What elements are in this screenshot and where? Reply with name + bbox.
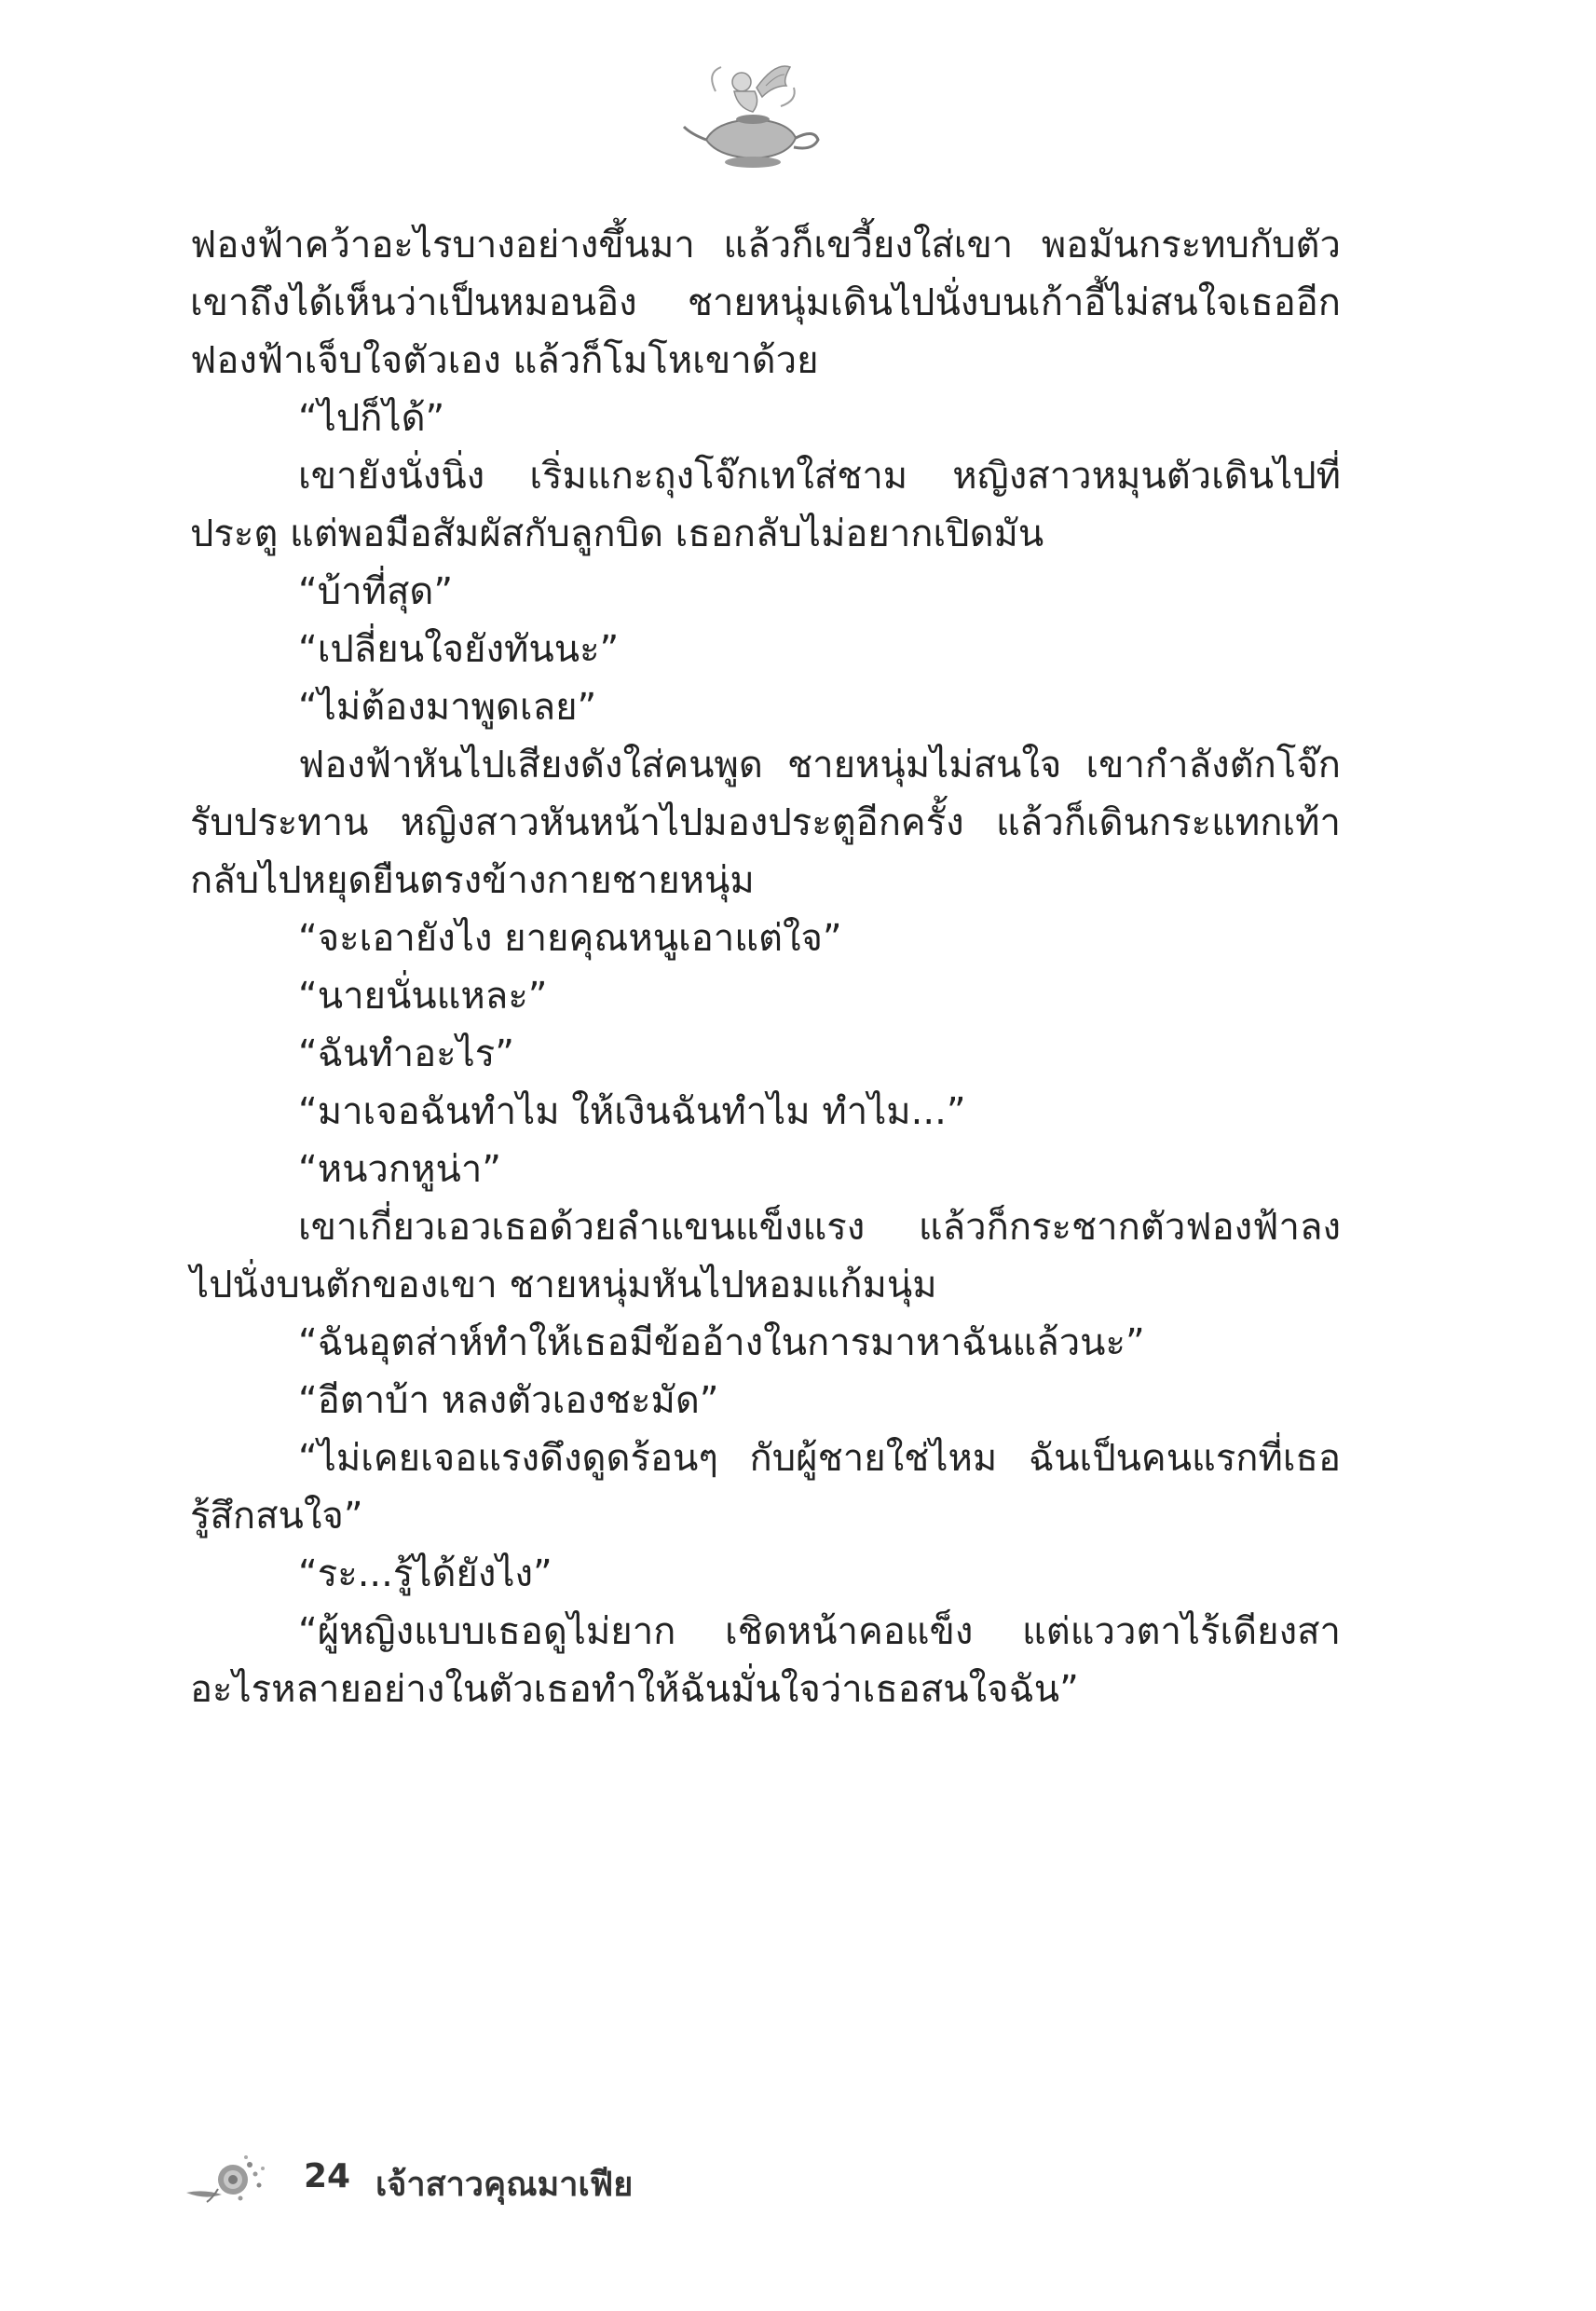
paragraph: “นายนั่นแหละ” — [298, 975, 548, 1018]
paragraph: ฟองฟ้าหันไปเสียงดังใส่คนพูด ชายหนุ่มไม่สนใจ เขากำลังตักโจ๊กรับประทาน หญิงสาวหันหน้าไปมองประตูอีกครั้ง แล้วก็เดินกระแทกเท้ากลับไปหยุดยืนตรงข้างกายชายหนุ่ม — [190, 744, 1341, 902]
paragraph: “บ้าที่สุด” — [298, 570, 454, 613]
paragraph: เขาเกี่ยวเอวเธอด้วยลำแขนแข็งแรง แล้วก็กระชากตัวฟองฟ้าลงไปนั่งบนตักของเขา ชายหนุ่มหันไปหอมแก้มนุ่ม — [190, 1206, 1341, 1306]
paragraph: “จะเอายังไง ยายคุณหนูเอาแต่ใจ” — [298, 917, 842, 960]
paragraph: “อีตาบ้า หลงตัวเองชะมัด” — [298, 1379, 719, 1422]
paragraph: “ระ...รู้ได้ยังไง” — [298, 1552, 552, 1595]
paragraph: “ไม่เคยเจอแรงดึงดูดร้อนๆ กับผู้ชายใช่ไหม ฉันเป็นคนแรกที่เธอรู้สึกสนใจ” — [190, 1437, 1341, 1538]
page-footer — [184, 2148, 930, 2232]
page-number: 24 — [304, 2157, 351, 2195]
cherub-teapot-ornament-icon — [678, 54, 827, 175]
paragraph: “หนวกหูน่า” — [298, 1148, 502, 1191]
paragraph: “เปลี่ยนใจยังทันนะ” — [298, 628, 620, 671]
paragraph: “ฉันอุตส่าห์ทำให้เธอมีข้ออ้างในการมาหาฉันแล้วนะ” — [298, 1321, 1145, 1364]
rose-bouquet-icon — [184, 2152, 268, 2208]
paragraph: “ฉันทำอะไร” — [298, 1032, 514, 1075]
paragraph: ฟองฟ้าคว้าอะไรบางอย่างขึ้นมา แล้วก็เขวี้ยงใส่เขา พอมันกระทบกับตัวเขาถึงได้เห็นว่าเป็นหมอนอิง ชายหนุ่มเดินไปนั่งบนเก้าอี้ไม่สนใจเธออีก ฟองฟ้าเจ็บใจตัวเอง แล้วก็โมโหเขาด้วย — [190, 224, 1341, 382]
book-title: เจ้าสาวคุณมาเฟีย — [375, 2166, 634, 2204]
paragraph: “ผู้หญิงแบบเธอดูไม่ยาก เชิดหน้าคอแข็ง แต่แววตาไร้เดียงสาอะไรหลายอย่างในตัวเธอทำให้ฉันมั่นใจว่าเธอสนใจฉัน” — [190, 1610, 1341, 1711]
paragraph: “ไปก็ได้” — [298, 397, 445, 440]
body-text — [190, 216, 1341, 1718]
paragraph: “มาเจอฉันทำไม ให้เงินฉันทำไม ทำไม...” — [298, 1090, 966, 1133]
paragraph: เขายังนั่งนิ่ง เริ่มแกะถุงโจ๊กเทใส่ชาม หญิงสาวหมุนตัวเดินไปที่ประตู แต่พอมือสัมผัสกับลูกบิด เธอกลับไม่อยากเปิดมัน — [190, 455, 1341, 555]
paragraph: “ไม่ต้องมาพูดเลย” — [298, 686, 597, 729]
